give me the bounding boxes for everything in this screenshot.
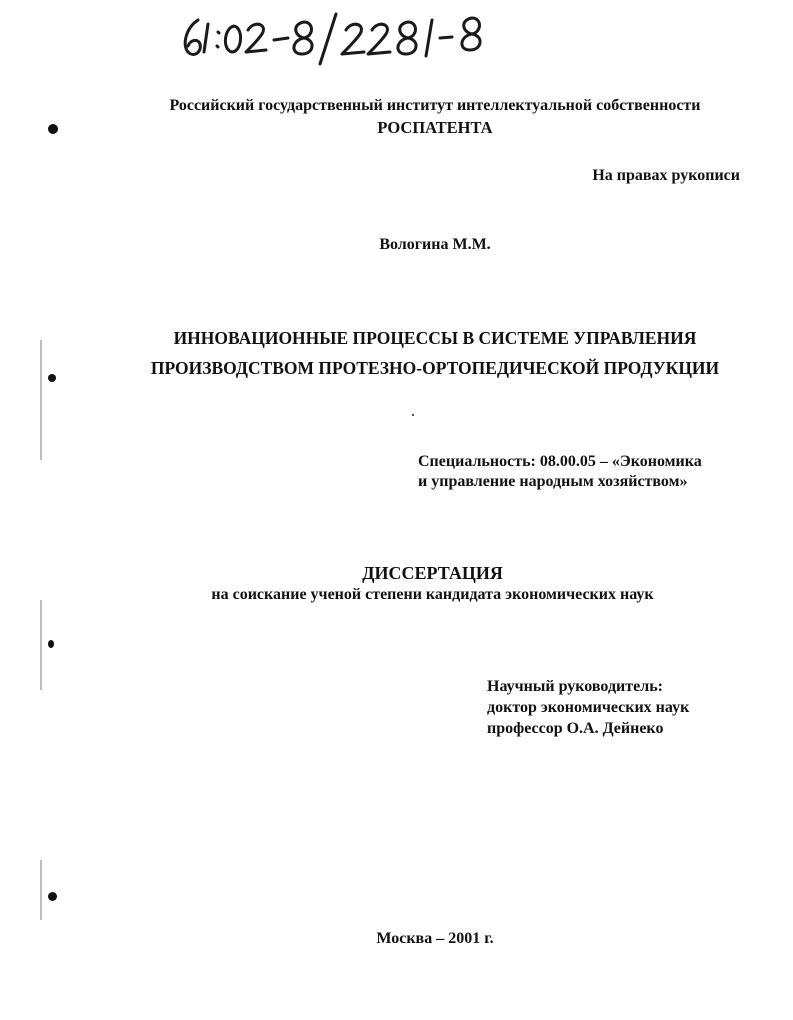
dissertation-heading: ДИССЕРТАЦИЯ: [362, 563, 503, 583]
scan-edge-line: [40, 860, 42, 920]
supervisor-line-1: Научный руководитель:: [487, 678, 663, 695]
supervisor-line-2: доктор экономических наук: [487, 699, 690, 716]
manuscript-note: На правах рукописи: [592, 167, 740, 184]
city-year: Москва – 2001 г.: [376, 930, 494, 947]
institution-line-1: Российский государственный институт интеллектуальной собственности: [169, 97, 701, 114]
punch-hole-mark: [48, 892, 57, 901]
scan-edge-line: [40, 340, 42, 460]
scan-edge-line: [40, 600, 42, 690]
title-line-1: ИННОВАЦИОННЫЕ ПРОЦЕССЫ В СИСТЕМЕ УПРАВЛЕНИЯ: [173, 328, 697, 348]
handwritten-signature-drawing: [176, 8, 516, 68]
dissertation-subheading: на соискание ученой степени кандидата экономических наук: [211, 586, 654, 603]
specialty-line-1: Специальность: 08.00.05 – «Экономика: [418, 453, 702, 470]
punch-hole-mark: [48, 124, 58, 134]
punch-hole-mark: [48, 640, 54, 648]
institution-line-2: РОСПАТЕНТА: [377, 118, 493, 137]
handwritten-shelf-mark: [176, 8, 516, 68]
punch-hole-mark: [48, 374, 56, 382]
supervisor-line-3: профессор О.А. Дейнеко: [487, 720, 664, 737]
specialty-line-2: и управление народным хозяйством»: [418, 473, 688, 490]
title-line-2: ПРОИЗВОДСТВОМ ПРОТЕЗНО-ОРТОПЕДИЧЕСКОЙ ПРОДУКЦИИ: [150, 358, 720, 378]
scan-speck: [412, 414, 414, 416]
author-name: Вологина М.М.: [379, 236, 491, 253]
